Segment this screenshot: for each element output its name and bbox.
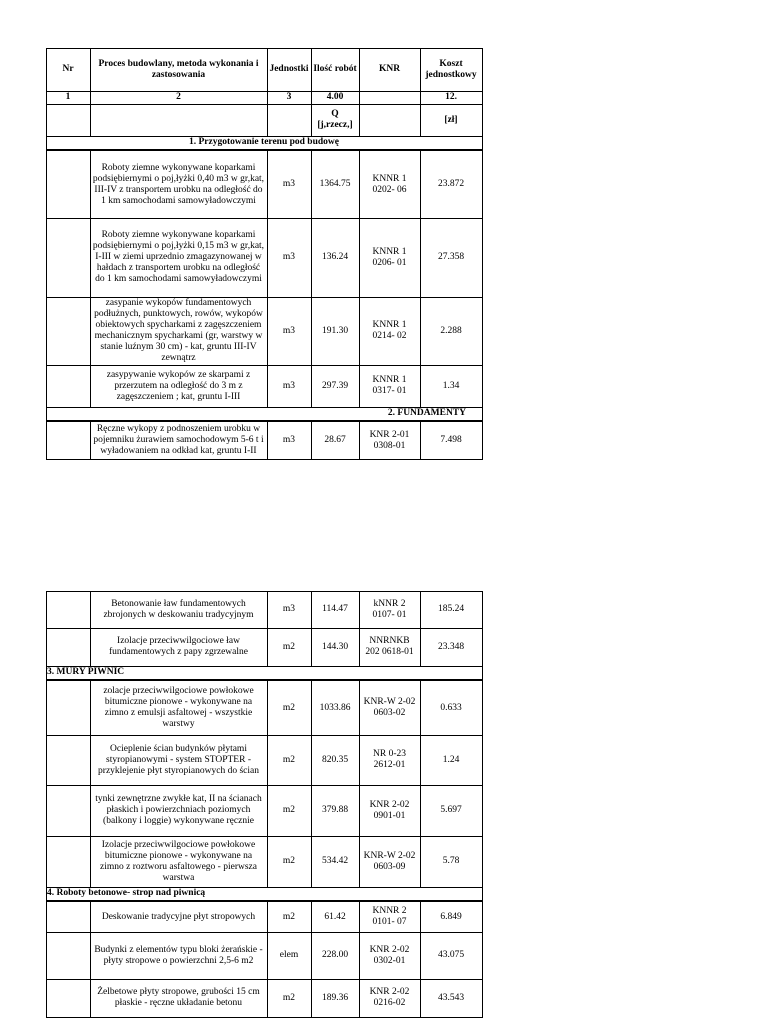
table-rule <box>482 591 483 628</box>
nr-cell <box>46 297 90 365</box>
table-rule <box>482 407 483 420</box>
knr-cell: KNNR 1 0214- 02 <box>372 320 407 341</box>
quantity-cell: 114.47 <box>322 604 348 614</box>
unit-cell: m2 <box>282 702 296 713</box>
knr-cell: NR 0-23 2612-01 <box>373 749 406 770</box>
nr-cell <box>46 979 90 1017</box>
table-rule <box>482 104 483 136</box>
unit-cell: m2 <box>282 911 296 922</box>
unit-cell: m3 <box>282 325 296 336</box>
description-cell: Ręczne wykopy z podnoszeniem urobku w pojemniku żurawiem samochodowym 5-6 t i wyładowaniem na odkład kat, gruntu I-II <box>93 424 264 456</box>
knr-cell: KNR 2-02 0302-01 <box>369 944 410 966</box>
section-heading: 2. FUNDAMENTY <box>387 408 466 418</box>
unit-cost-cell: 23.872 <box>437 179 465 189</box>
knr-cell: KNNR 2 0101- 07 <box>372 906 407 927</box>
knr-cell: KNNR 1 0202- 06 <box>372 173 407 195</box>
unit-cost-cell: 23.348 <box>437 641 465 652</box>
knr-cell: KNR-W 2-02 0603-02 <box>363 697 416 718</box>
quantity-cell: 189.36 <box>321 992 349 1003</box>
unit-cell: m2 <box>282 641 296 652</box>
col-number: 12. <box>445 92 457 102</box>
col-number: 1 <box>65 92 71 102</box>
section-heading: 4. Roboty betonowe- strop nad piwnicą <box>47 888 206 898</box>
table-rule <box>359 104 360 136</box>
table-rule <box>482 902 483 932</box>
table-rule <box>482 48 483 91</box>
unit-cost-cell: 2.288 <box>440 325 462 336</box>
quantity-cell: 297.39 <box>321 380 349 391</box>
table-rule <box>267 104 268 136</box>
knr-cell: KNNR 1 0206- 01 <box>372 246 407 268</box>
table-rule <box>482 365 483 407</box>
nr-cell <box>46 422 90 459</box>
quantity-cell: 136.24 <box>321 252 349 262</box>
table-rule <box>482 932 483 979</box>
nr-cell <box>46 902 90 932</box>
knr-cell: KNR 2-02 0901-01 <box>369 799 410 821</box>
table-rule <box>46 104 483 105</box>
table-rule <box>482 151 483 218</box>
unit-cell: m2 <box>282 805 296 815</box>
knr-cell: KNNR 1 0317- 01 <box>372 375 407 396</box>
quantity-cell: 191.30 <box>321 325 349 336</box>
header-quantity: Ilość robót <box>313 64 357 74</box>
unit-cost-cell: 7.498 <box>440 435 462 445</box>
unit-cell: m3 <box>282 179 296 189</box>
table-rule <box>482 887 483 900</box>
quantity-unit-label: Q [j,rzecz,] <box>317 109 353 130</box>
quantity-cell: 820.35 <box>321 754 349 765</box>
col-number <box>359 91 420 104</box>
knr-cell: KNR 2-02 0216-02 <box>369 987 410 1008</box>
unit-cost-cell: 5.78 <box>442 856 460 866</box>
unit-cost-cell: 43.075 <box>437 950 465 960</box>
description-cell: zasypywanie wykopów ze skarpami z przerzutem na odległość do 3 m z zagęszczeniem ; kat, gruntu I-III <box>106 369 251 402</box>
quantity-cell: 28.67 <box>324 435 346 445</box>
knr-cell: kNNR 2 0107- 01 <box>372 598 407 620</box>
description-cell: tynki zewnętrzne zwykłe kat, II na ścianach płaskich i powierzchniach poziomych (balkony i loggie) wykonywane ręcznie <box>95 794 262 826</box>
nr-cell <box>46 836 90 887</box>
description-cell: Betonowanie ław fundamentowych zbrojonych w deskowaniu tradycyjnym <box>103 598 254 620</box>
table-rule <box>482 218 483 297</box>
nr-cell <box>46 628 90 666</box>
table-rule <box>482 836 483 887</box>
unit-cost-cell: 43.543 <box>437 992 465 1003</box>
table-rule <box>482 785 483 836</box>
header-knr: KNR <box>378 64 401 74</box>
nr-cell <box>46 591 90 628</box>
col-number: 2 <box>176 92 181 102</box>
table-rule <box>482 136 483 149</box>
unit-cell: m3 <box>282 604 296 614</box>
description-cell: Izolacje przeciwwilgociowe ław fundamentowych z papy zgrzewalne <box>108 636 248 657</box>
unit-cell: elem <box>279 950 299 960</box>
unit-cost-cell: 6.849 <box>440 911 462 922</box>
nr-cell <box>46 151 90 218</box>
unit-cell: m3 <box>282 380 296 391</box>
quantity-cell: 534.42 <box>321 856 349 866</box>
knr-cell: NNRNKB 202 0618-01 <box>365 636 414 657</box>
quantity-cell: 379.88 <box>321 805 349 815</box>
quantity-cell: 228.00 <box>321 950 349 960</box>
header-unit-cost: Koszt jednostkowy <box>425 58 477 80</box>
unit-cost-cell: 185.24 <box>437 604 465 614</box>
description-cell: Żelbetowe płyty stropowe, grubości 15 cm płaskie - ręczne układanie betonu <box>97 987 260 1008</box>
knr-cell: KNR-W 2-02 0603-09 <box>363 850 416 872</box>
nr-cell <box>46 681 90 735</box>
unit-cell: m2 <box>282 754 296 765</box>
quantity-cell: 1033.86 <box>319 702 351 713</box>
table-rule <box>482 666 483 679</box>
header-process: Proces budowlany, metoda wykonania i zastosowania <box>98 58 259 80</box>
header-unit: Jednostki <box>269 64 309 74</box>
unit-cost-cell: 27.358 <box>437 252 465 262</box>
table-rule <box>46 459 483 460</box>
table-rule <box>482 297 483 365</box>
description-cell: Deskowanie tradycyjne płyt stropowych <box>101 911 256 922</box>
unit-cell: m3 <box>282 435 296 445</box>
table-rule <box>482 979 483 1017</box>
unit-cell: m2 <box>282 992 296 1003</box>
description-cell: zasypanie wykopów fundamentowych podłużnych, punktowych, rowów, wykopów obiektowych spycharkami z zagęszczeniem mechanicznym spycharkami (gr, warstwy w stanie luźnym 30 cm) - kat, gruntu III-IV zewnątrz <box>94 298 263 363</box>
nr-cell <box>46 785 90 836</box>
unit-cost-cell: 1.34 <box>442 380 460 391</box>
description-cell: Budynki z elementów typu bloki żerańskie - płyty stropowe o powierzchni 2,5-6 m2 <box>94 944 263 966</box>
unit-cost-cell: 0.633 <box>440 702 462 713</box>
quantity-cell: 1364.75 <box>319 179 351 189</box>
table-rule <box>482 735 483 785</box>
description-cell: Ocieplenie ścian budynków płytami styropianowymi - system STOPTER - przyklejenie płyt styropianowych do ścian <box>98 743 259 776</box>
quantity-cell: 61.42 <box>324 911 346 922</box>
col-number: 4.00 <box>326 92 344 102</box>
table-rule <box>482 681 483 735</box>
unit-cell: m2 <box>282 856 296 866</box>
nr-cell <box>46 218 90 297</box>
section-heading: 3. MURY PIWNIC <box>47 667 125 677</box>
table-rule <box>90 104 91 136</box>
table-rule <box>482 628 483 666</box>
description-cell: zolacje przeciwwilgociowe powłokowe bitumiczne pionowe - wykonywane na zimno z emulsji asfaltowej - wszystkie warstwy <box>103 686 254 729</box>
cost-unit-label: [zł] <box>444 114 458 125</box>
nr-cell <box>46 735 90 785</box>
unit-cell: m3 <box>282 252 296 262</box>
col-number: 3 <box>286 92 292 102</box>
description-cell: Roboty ziemne wykonywane koparkami podsiębiernymi o poj,łyżki 0,40 m3 w gr,kat, III-IV z transportem urobku na odległość do 1 km samochodami samowyładowczymi <box>92 162 265 206</box>
table-rule <box>46 104 47 136</box>
header-nr: Nr <box>62 64 74 74</box>
table-rule <box>46 1017 483 1018</box>
table-rule <box>482 91 483 104</box>
description-cell: Izolacje przeciwwilgociowe powłokowe bitumiczne pionowe - wykonywane na zimno z roztworu asfaltowego - pierwsza warstwa <box>100 839 257 883</box>
table-rule <box>482 422 483 459</box>
unit-cost-cell: 1.24 <box>442 754 460 765</box>
nr-cell <box>46 932 90 979</box>
quantity-cell: 144.30 <box>321 641 349 652</box>
description-cell: Roboty ziemne wykonywane koparkami podsiębiernymi o poj,łyżki 0,15 m3 w gr,kat, I-III w ziemi uprzednio zmagazynowanej w hałdach z transportem urobku na odległość do 1 km samochodami samowyładowczymi <box>92 230 265 284</box>
unit-cost-cell: 5.697 <box>440 805 462 815</box>
section-heading: 1. Przygotowanie terenu pod budowę <box>189 137 339 147</box>
nr-cell <box>46 365 90 407</box>
knr-cell: KNR 2-01 0308-01 <box>369 429 410 451</box>
